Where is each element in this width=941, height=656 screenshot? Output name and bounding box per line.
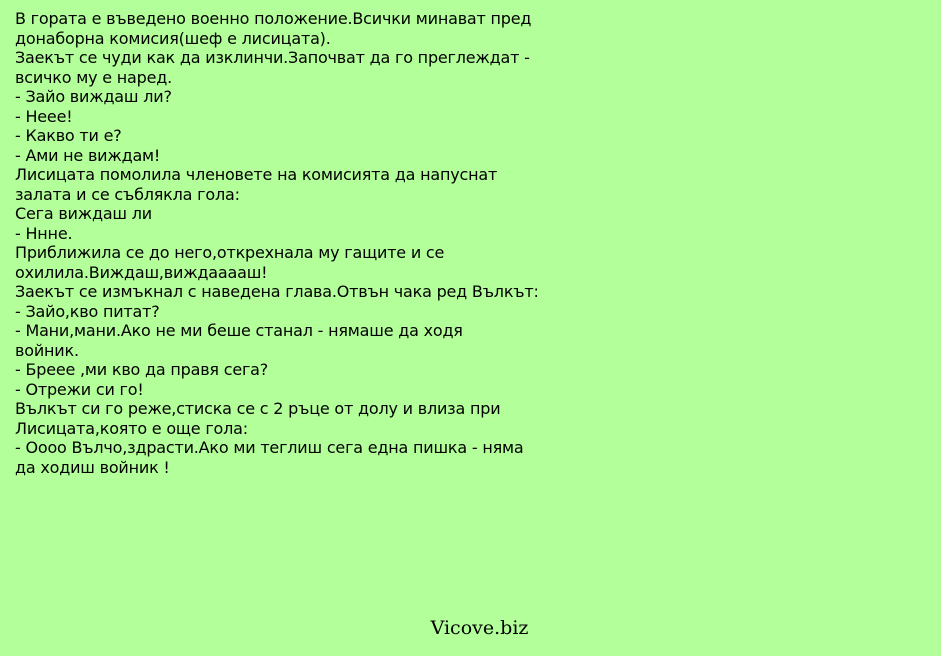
- joke-text: [15, 9, 575, 477]
- joke-line: донаборна комисия(шеф е лисицата).: [15, 28, 331, 48]
- joke-line: - Бреее ,ми кво да правя сега?: [15, 360, 269, 379]
- joke-line: войник.: [15, 340, 79, 360]
- joke-line: охилила.Виждаш,виждааааш!: [15, 262, 268, 282]
- joke-line: Приближила се до него,открехнала му гащите и се: [15, 243, 445, 262]
- joke-line: Заекът се измъкнал с наведена глава.Отвън чака ред Вълкът:: [15, 282, 539, 301]
- joke-line: да ходиш войник !: [15, 457, 170, 477]
- joke-line: - Мани,мани.Ако не ми беше станал - нямаше да ходя: [15, 321, 463, 340]
- joke-line: - Зайо виждаш ли?: [15, 87, 172, 106]
- joke-line: - Какво ти е?: [15, 126, 122, 145]
- joke-line: Лисицата помолила членовете на комисията да напуснат: [15, 165, 498, 184]
- joke-line: залата и се съблякла гола:: [15, 184, 240, 204]
- joke-line: Заекът се чуди как да изклинчи.Започват да го преглеждат -: [15, 48, 530, 67]
- joke-line: - Ннне.: [15, 223, 73, 243]
- joke-line: Сега виждаш ли: [15, 204, 152, 223]
- joke-line: всичко му е наред.: [15, 67, 172, 87]
- joke-line: - Нeee!: [15, 106, 73, 126]
- joke-line: - Оооо Вълчо,здрасти.Ако ми теглиш сега една пишка - няма: [15, 438, 524, 457]
- site-watermark: Vicove.biz: [430, 617, 529, 639]
- joke-line: В гората е въведено военно положение.Всички минават пред: [15, 9, 532, 28]
- joke-line: - Зайо,кво питат?: [15, 301, 160, 321]
- joke-line: Лисицата,която е още гола:: [15, 418, 248, 438]
- joke-line: Вълкът си го реже,стиска се с 2 ръце от долу и влиза при: [15, 399, 501, 418]
- joke-line: - Ами не виждам!: [15, 145, 161, 165]
- joke-line: - Отрежи си го!: [15, 379, 144, 399]
